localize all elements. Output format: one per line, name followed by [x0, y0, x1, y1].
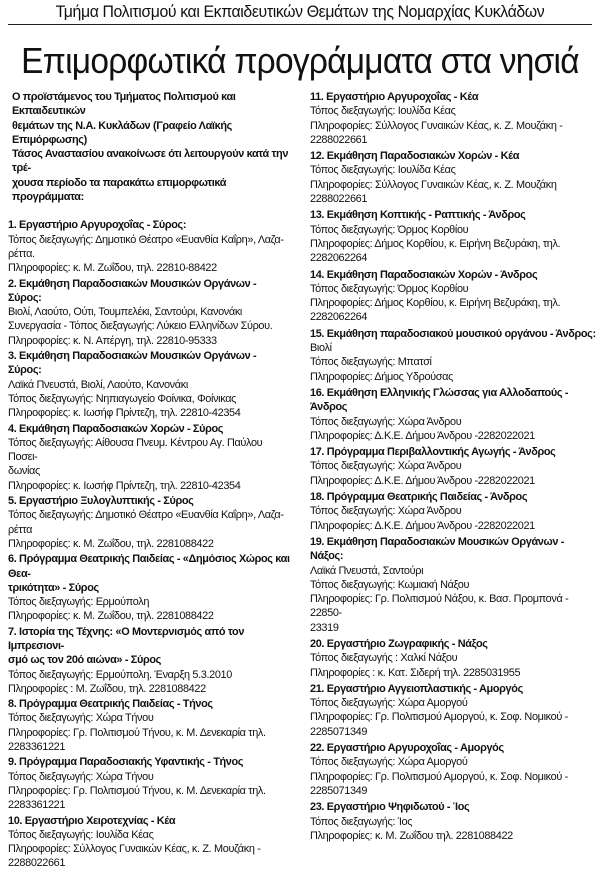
program-detail: 23319 — [310, 621, 339, 634]
program-item — [310, 327, 596, 384]
program-title: 10. Εργαστήριο Χειροτεχνίας - Κέα — [8, 814, 176, 827]
program-detail: Πληροφορίες: Γρ. Πολιτισμού Νάξου, κ. Βασ. Προμπονά - 22850- — [310, 593, 569, 620]
program-title: 16. Εκμάθηση Ελληνικής Γλώσσας για Αλλοδαπούς - Άνδρος — [310, 386, 569, 414]
program-item — [310, 386, 596, 443]
program-detail: 2285071349 — [310, 784, 368, 797]
program-detail: Πληροφορίες: Σύλλογος Γυναικών Κέας, κ. Ζ. Μουζάκη 2288022661 — [310, 178, 557, 206]
program-detail: Πληροφορίες : κ. Κατ. Σιδερή τηλ. 2285031955 — [310, 666, 521, 679]
program-item — [310, 149, 596, 206]
program-detail: Τόπος διεξαγωγής: Χώρα Αμοργού — [310, 756, 468, 769]
program-detail: Τόπος διεξαγωγής: Ίος — [310, 815, 413, 828]
program-detail: Πληροφορίες: Σύλλογος Γυναικών Κέας, κ. Ζ. Μουζάκη - — [310, 119, 563, 132]
program-detail: Πληροφορίες: κ. Ιωσήφ Πρίντεζη, τηλ. 22810-42354 — [8, 479, 241, 492]
program-detail: 2283361221 — [8, 799, 66, 812]
program-title: 2. Εκμάθηση Παραδοσιακών Μουσικών Οργάνων - Σύρος: — [8, 277, 257, 304]
program-title: 8. Πρόγραμμα Θεατρικής Παιδείας - Τήνος — [8, 698, 213, 711]
program-detail: Βιολί — [310, 342, 332, 355]
program-item — [8, 422, 291, 493]
program-detail: 2288022661 — [8, 857, 66, 870]
program-detail: Πληροφορίες: κ. Μ. Ζωΐδου, τηλ. 22810-88422 — [8, 262, 217, 275]
program-detail: Τόπος διεξαγωγής: Χώρα Άνδρου — [310, 415, 462, 428]
program-list-right — [310, 90, 596, 843]
program-detail: Τόπος διεξαγωγής: Χώρα Τήνου — [8, 770, 154, 783]
program-title-cont: τρικότητα» - Σύρος — [8, 581, 99, 594]
program-title: 7. Ιστορία της Τέχνης: «Ο Μοντερνισμός από τον Ιμπρεσιονι- — [8, 625, 245, 652]
program-detail: Τόπος διεξαγωγής: Χώρα Άνδρου — [310, 460, 462, 473]
program-item — [8, 755, 291, 812]
program-title-cont: σμό ως τον 20ό αιώνα» - Σύρος — [8, 654, 161, 667]
program-detail: Τόπος διεξαγωγής: Ιουλίδα Κέας — [310, 164, 456, 177]
program-item — [310, 637, 596, 680]
program-detail: Τόπος διεξαγωγής: Χώρα Αμοργού — [310, 697, 468, 710]
program-detail: Τόπος διεξαγωγής: Όρμος Κορθίου — [310, 282, 469, 295]
right-column — [310, 90, 596, 845]
program-item — [310, 535, 596, 635]
program-title: 13. Εκμάθηση Κοπτικής - Ραπτικής - Άνδρος — [310, 209, 526, 222]
program-title: 15. Εκμάθηση παραδοσιακού μουσικού οργάνου - Άνδρος: — [310, 327, 596, 340]
program-item — [310, 208, 596, 265]
program-detail: δωνίας — [8, 465, 40, 478]
program-detail: 2288022661 — [310, 133, 368, 146]
program-detail: Πληροφορίες: Δήμος Κορθίου, κ. Ειρήνη Βεζυράκη, τηλ. 2282062264 — [310, 297, 561, 324]
program-detail: Πληροφορίες: κ. Μ. Ζωΐδου, τηλ. 2281088422 — [8, 537, 214, 550]
intro-paragraph — [8, 90, 291, 204]
program-title: 1. Εργαστήριο Αργυροχοΐας - Σύρος: — [8, 219, 187, 232]
program-title: 9. Πρόγραμμα Παραδοσιακής Υφαντικής - Τήνος — [8, 756, 244, 769]
program-item — [8, 277, 291, 348]
intro-line: θεμάτων της Ν.Α. Κυκλάδων (Γραφείο Λαϊκής Επιμόρφωσης) — [12, 119, 232, 146]
program-detail: Τόπος διεξαγωγής: Όρμος Κορθίου — [310, 223, 469, 236]
program-detail: Πληροφορίες: Δ.Κ.Ε. Δήμου Άνδρου -2282022021 — [310, 519, 535, 532]
program-detail: Τόπος διεξαγωγής: Μπατσί — [310, 356, 432, 369]
program-detail: Τόπος διεξαγωγής: Χώρα Τήνου — [8, 712, 154, 725]
program-detail: Πληροφορίες: Δ.Κ.Ε. Δήμου Άνδρου -2282022021 — [310, 474, 535, 487]
program-detail: Πληροφορίες: κ. Μ. Ζωΐδου, τηλ. 2281088422 — [8, 610, 214, 623]
program-item — [310, 800, 596, 843]
program-detail: ρέττα. — [8, 247, 35, 260]
program-item — [310, 268, 596, 325]
program-detail: Τόπος διεξαγωγής: Χώρα Άνδρου — [310, 505, 462, 518]
program-detail: 2283361221 — [8, 741, 66, 754]
program-detail: Πληροφορίες: Γρ. Πολιτισμού Τήνου, κ. Μ. Δενεκαρία τηλ. — [8, 726, 266, 739]
program-item — [310, 490, 596, 533]
program-detail: Πληροφορίες: κ. Ν. Απέργη, τηλ. 22810-95333 — [8, 334, 217, 347]
program-item — [310, 741, 596, 798]
program-detail: Πληροφορίες : Μ. Ζωΐδου, τηλ. 2281088422 — [8, 682, 206, 695]
program-title: 17. Πρόγραμμα Περιβαλλοντικής Αγωγής - Άνδρος — [310, 446, 556, 459]
program-detail: Τόπος διεξαγωγής: Νηπιαγωγείο Φοίνικα, Φοίνικας — [8, 392, 237, 405]
program-item — [8, 814, 291, 871]
program-detail: Τόπος διεξαγωγής: Ιουλίδα Κέας — [8, 828, 154, 841]
section-kicker: Τμήμα Πολιτισμού και Εκπαιδευτικών Θεμάτων της Νομαρχίας Κυκλάδων — [55, 3, 545, 21]
program-title: 23. Εργαστήριο Ψηφιδωτού - Ίος — [310, 801, 470, 814]
program-detail: Λαϊκά Πνευστά, Σαντούρι — [310, 564, 424, 577]
program-item — [8, 494, 291, 551]
program-item — [8, 349, 291, 420]
program-detail: Πληροφορίες: κ. Μ. Ζωΐδου τηλ. 2281088422 — [310, 829, 513, 842]
program-detail: Πληροφορίες: Δήμος Κορθίου, κ. Ειρήνη Βεζυράκη, τηλ. 2282062264 — [310, 237, 561, 265]
program-detail: Πληροφορίες: Γρ. Πολιτισμού Τήνου, κ. Μ. Δενεκαρία τηλ. — [8, 784, 266, 797]
program-detail: Τόπος διεξαγωγής : Χαλκί Νάξου — [310, 652, 458, 665]
program-detail: Τόπος διεξαγωγής: Ιουλίδα Κέας — [310, 105, 456, 118]
program-title: 22. Εργαστήριο Αργυροχοΐας - Αμοργός — [310, 742, 504, 755]
program-item — [8, 625, 291, 696]
program-item — [8, 552, 291, 623]
intro-line: Ο προϊστάμενος του Τμήματος Πολιτισμού και Εκπαιδευτικών — [12, 91, 236, 118]
left-column — [8, 90, 291, 872]
program-item — [310, 445, 596, 488]
program-detail: ρέττα — [8, 523, 33, 536]
program-title: 4. Εκμάθηση Παραδοσιακών Χορών - Σύρος — [8, 422, 224, 435]
program-title: 19. Εκμάθηση Παραδοσιακών Μουσικών Οργάνων - Νάξος: — [310, 535, 564, 563]
program-detail: Τόπος διεξαγωγής: Δημοτικό Θέατρο «Ευανθία Καΐρη», Λαζα- — [8, 509, 284, 522]
program-detail: Τόπος διεξαγωγής: Ερμούπολη — [8, 596, 150, 609]
program-item — [8, 697, 291, 754]
program-detail: Πληροφορίες: Σύλλογος Γυναικών Κέας, κ. Ζ. Μουζάκη - — [8, 843, 261, 856]
program-detail: Τόπος διεξαγωγής: Κωμιακή Νάξου — [310, 578, 470, 591]
program-item — [310, 90, 596, 147]
program-detail: Πληροφορίες: Δήμος Υδρούσας — [310, 370, 453, 383]
program-title: 20. Εργαστήριο Ζωγραφικής - Νάξος — [310, 637, 488, 650]
program-detail: Πληροφορίες: κ. Ιωσήφ Πρίντεζη, τηλ. 22810-42354 — [8, 407, 241, 420]
header-rule — [8, 24, 592, 25]
program-detail: Τόπος διεξαγωγής: Δημοτικό Θέατρο «Ευανθία Καΐρη», Λαζα- — [8, 233, 284, 246]
program-title: 14. Εκμάθηση Παραδοσιακών Χορών - Άνδρος — [310, 268, 538, 281]
program-title: 3. Εκμάθηση Παραδοσιακών Μουσικών Οργάνων - Σύρος: — [8, 350, 257, 377]
program-detail: Πληροφορίες: Γρ. Πολιτισμού Αμοργού, κ. Σοφ. Νομικού - — [310, 770, 568, 783]
article-headline: Επιμορφωτικά προγράμματα στα νησιά — [21, 40, 579, 81]
program-title: 12. Εκμάθηση Παραδοσιακών Χορών - Κέα — [310, 150, 520, 163]
program-list-left — [8, 218, 291, 870]
program-title: 11. Εργαστήριο Αργυροχοΐας - Κέα — [310, 91, 479, 103]
program-detail: Πληροφορίες: Δ.Κ.Ε. Δήμου Άνδρου -2282022021 — [310, 429, 535, 442]
program-detail: Συνεργασία - Τόπος διεξαγωγής: Λύκειο Ελληνίδων Σύρου. — [8, 320, 273, 333]
program-item — [8, 218, 291, 275]
program-detail: Βιολί, Λαούτο, Ούτι, Τουμπελέκι, Σαντούρι, Κανονάκι — [8, 306, 243, 319]
program-title: 6. Πρόγραμμα Θεατρικής Παιδείας - «Δημόσιος Χώρος και Θεα- — [8, 553, 290, 580]
program-item — [310, 682, 596, 739]
program-title: 18. Πρόγραμμα Θεατρικής Παιδείας - Άνδρος — [310, 491, 528, 504]
program-detail: Τόπος διεξαγωγής: Αίθουσα Πνευμ. Κέντρου Αγ. Παύλου Ποσει- — [8, 436, 263, 464]
program-detail: Τόπος διεξαγωγής: Ερμούπολη. Έναρξη 5.3.2010 — [8, 668, 232, 681]
program-detail: 2285071349 — [310, 725, 368, 738]
program-title: 5. Εργαστήριο Ξυλογλυπτικής - Σύρος — [8, 495, 194, 508]
program-title: 21. Εργαστήριο Αγγειοπλαστικής - Αμοργός — [310, 682, 523, 695]
intro-line: χουσα περίοδο τα παρακάτω επιμορφωτικά προγράμματα: — [12, 176, 227, 204]
program-detail: Λαϊκά Πνευστά, Βιολί, Λαούτο, Κανονάκι — [8, 378, 188, 391]
program-detail: Πληροφορίες: Γρ. Πολιτισμού Αμοργού, κ. Σοφ. Νομικού - — [310, 711, 568, 724]
intro-line: Τάσος Αναστασίου ανακοίνωσε ότι λειτουργούν κατά την τρέ- — [12, 148, 289, 175]
